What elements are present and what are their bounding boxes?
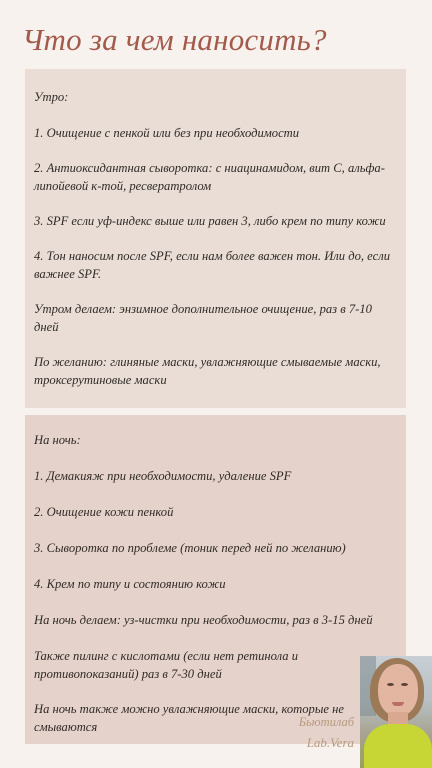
night-moisturizing-masks: На ночь также можно увлажняющие маски, которые не смываются xyxy=(34,702,344,734)
author-photo xyxy=(360,656,432,768)
photo-eye-left xyxy=(387,683,394,686)
morning-extra-cleansing: Утром делаем: энзимное дополнительное очищение, раз в 7-10 дней xyxy=(34,302,372,334)
night-routine-card xyxy=(25,415,406,744)
watermark-handle: Lab.Vera xyxy=(306,735,354,750)
morning-routine-card xyxy=(25,69,406,408)
morning-step-2: 2. Антиоксидантная сыворотка: с ниацинамидом, вит С, альфа-липойевой к-той, ресвератролом xyxy=(34,161,385,193)
photo-shirt xyxy=(364,724,432,768)
night-step-4: 4. Крем по типу и состоянию кожи xyxy=(34,577,226,591)
morning-step-1: 1. Очищение с пенкой или без при необходимости xyxy=(34,126,300,140)
page-title: Что за чем наносить? xyxy=(22,22,327,57)
night-step-2: 2. Очищение кожи пенкой xyxy=(34,505,174,519)
photo-face xyxy=(378,664,418,716)
night-step-1: 1. Демакияж при необходимости, удаление SPF xyxy=(34,469,292,483)
morning-heading: Утро: xyxy=(34,90,69,104)
night-us-cleansing: На ночь делаем: уз-чистки при необходимости, раз в 3-15 дней xyxy=(34,613,373,627)
photo-eye-right xyxy=(401,683,408,686)
night-acid-peeling: Также пилинг с кислотами (если нет ретинола и противопоказаний) раз в 7-30 дней xyxy=(34,649,298,681)
night-step-3: 3. Сыворотка по проблеме (тоник перед ней по желанию) xyxy=(34,541,346,555)
morning-optional-masks: По желанию: глиняные маски, увлажняющие смываемые маски, троксерутиновые маски xyxy=(34,355,381,387)
morning-step-3: 3. SPF если уф-индекс выше или равен 3, либо крем по типу кожи xyxy=(34,214,386,228)
watermark-brand: Бьютилаб xyxy=(298,715,354,729)
night-heading: На ночь: xyxy=(34,433,81,447)
morning-step-4: 4. Тон наносим после SPF, если нам более важен тон. Или до, если важнее SPF. xyxy=(34,249,390,281)
